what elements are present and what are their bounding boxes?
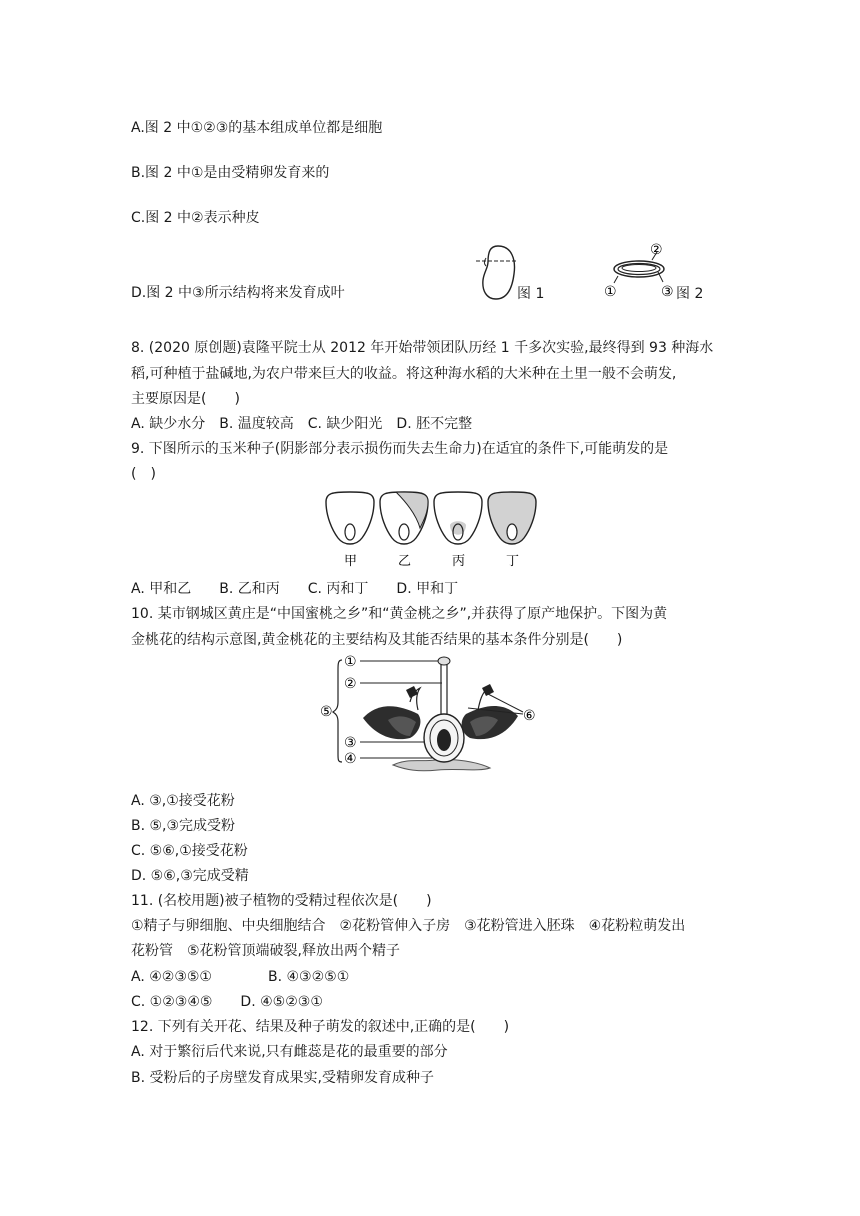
- q10-option-c: C. ⑤⑥,①接受花粉: [131, 843, 248, 859]
- flower-mark-4: ④: [344, 751, 357, 767]
- q9-line-2: ( ): [131, 466, 156, 482]
- seed-label-yi: 乙: [398, 554, 412, 569]
- flower-brace: [333, 660, 342, 762]
- q7-option-d: D.图 2 中③所示结构将来发育成叶: [131, 285, 345, 301]
- q9-corn-seeds-figure: [322, 490, 547, 570]
- q11-options-cd: C. ①②③④⑤ D. ④⑤②③①: [131, 994, 323, 1010]
- seed-label-ding: 丁: [506, 554, 520, 569]
- fig2-label: 图 2: [676, 286, 704, 302]
- corn-seed-ding: [488, 492, 536, 569]
- q12-line-1: 12. 下列有关开花、结果及种子萌发的叙述中,正确的是( ): [131, 1019, 510, 1035]
- q7-option-a: A.图 2 中①②③的基本组成单位都是细胞: [131, 120, 383, 136]
- q9-options: A. 甲和乙 B. 乙和丙 C. 丙和丁 D. 甲和丁: [131, 581, 459, 597]
- q10-option-b: B. ⑤,③完成受粉: [131, 818, 236, 834]
- seed-label-jia: 甲: [344, 554, 358, 569]
- flower-mark-1: ①: [344, 654, 357, 670]
- q10-option-a: A. ③,①接受花粉: [131, 793, 235, 809]
- flower-mark-5: ⑤: [320, 704, 333, 720]
- q9-line-1: 9. 下图所示的玉米种子(阴影部分表示损伤而失去生命力)在适宜的条件下,可能萌发的是: [131, 441, 669, 457]
- fig1-bean-seed: [476, 244, 521, 302]
- q12-option-b: B. 受粉后的子房壁发育成果实,受精卵发育成种子: [131, 1070, 434, 1086]
- q10-flower-figure: [318, 650, 548, 775]
- q8-line-3: 主要原因是( ): [131, 391, 240, 407]
- bean-outline: [483, 246, 515, 299]
- q8-line-1: 8. (2020 原创题)袁隆平院士从 2012 年开始带领团队历经 1 千多次实验,最终得到 93 种海水: [131, 340, 714, 356]
- q11-options-ab: A. ④②③⑤① B. ④③②⑤①: [131, 969, 350, 985]
- fig2-mark-3: ③: [661, 284, 674, 300]
- corn-seed-yi: [380, 492, 428, 569]
- q11-line-1: 11. (名校用题)被子植物的受精过程依次是( ): [131, 893, 432, 909]
- q11-line-3: 花粉管 ⑤花粉管顶端破裂,释放出两个精子: [131, 943, 400, 959]
- q10-option-d: D. ⑤⑥,③完成受精: [131, 868, 249, 884]
- q8-line-2: 稻,可种植于盐碱地,为农户带来巨大的收益。将这种海水稻的大米种在土里一般不会萌发,: [131, 366, 677, 382]
- q11-line-2: ①精子与卵细胞、中央细胞结合 ②花粉管伸入子房 ③花粉管进入胚珠 ④花粉粒萌发出: [131, 918, 686, 934]
- flower-mark-6: ⑥: [523, 708, 536, 724]
- corn-seed-jia: [326, 492, 374, 569]
- fig1-label: 图 1: [517, 286, 545, 302]
- seed-label-bing: 丙: [452, 554, 466, 569]
- q10-line-2: 金桃花的结构示意图,黄金桃花的主要结构及其能否结果的基本条件分别是( ): [131, 632, 623, 648]
- q10-line-1: 10. 某市钢城区黄庄是“中国蜜桃之乡”和“黄金桃之乡”,并获得了原产地保护。下图为黄: [131, 606, 668, 622]
- q7-option-b: B.图 2 中①是由受精卵发育来的: [131, 165, 330, 181]
- flower-mark-3: ③: [344, 735, 357, 751]
- q8-options: A. 缺少水分 B. 温度较高 C. 缺少阳光 D. 胚不完整: [131, 416, 473, 432]
- flower-mark-2: ②: [344, 676, 357, 692]
- fig2-mark-1: ①: [604, 284, 617, 300]
- corn-seed-bing: [434, 492, 482, 569]
- q12-option-a: A. 对于繁衍后代来说,只有雌蕊是花的最重要的部分: [131, 1044, 448, 1060]
- q7-option-c: C.图 2 中②表示种皮: [131, 210, 260, 226]
- fig2-mark-2: ②: [650, 242, 663, 258]
